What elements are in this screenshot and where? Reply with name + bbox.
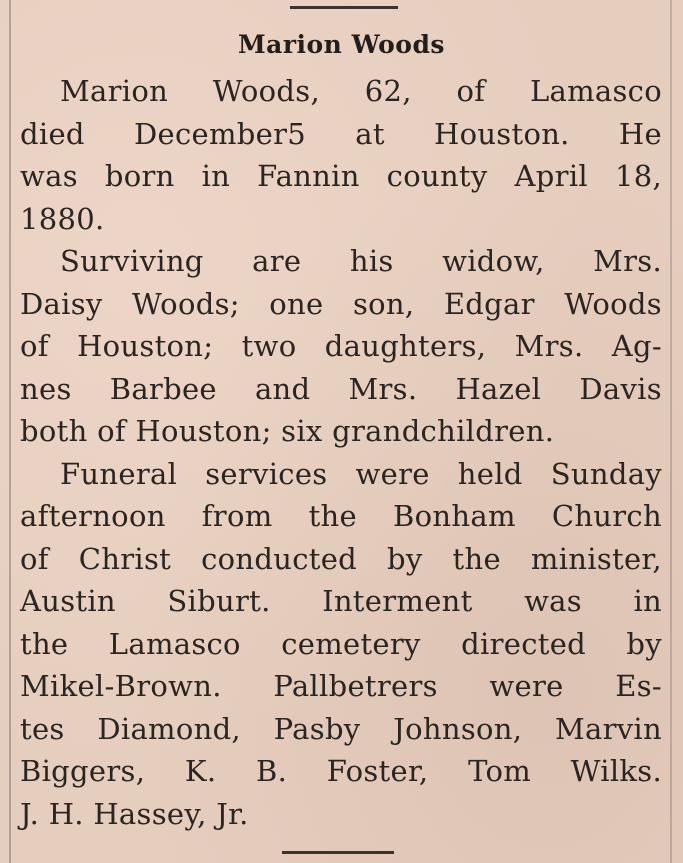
text-line [20, 410, 662, 453]
word: nes [20, 371, 72, 406]
word: two [241, 329, 297, 363]
word: Marion [60, 74, 169, 108]
word: held [457, 456, 523, 491]
word: Daisy [20, 286, 103, 321]
word: his [349, 244, 394, 278]
text-line-content: J. H. Hassey, Jr. [20, 796, 249, 831]
word: Barbee [109, 371, 217, 406]
word: were [355, 456, 430, 491]
text-line [20, 198, 662, 241]
word: Marvin [554, 711, 662, 746]
word: conducted [201, 541, 358, 576]
word: from [201, 499, 273, 533]
text-line-content: both of Houston; six grandchildren. [20, 414, 555, 448]
word: was [20, 159, 78, 193]
word: Pasby [273, 711, 361, 746]
word: Houston. [433, 116, 570, 151]
text-line [20, 113, 662, 156]
text-line [20, 325, 662, 368]
word: April [514, 159, 588, 193]
word: of [456, 74, 486, 108]
text-line [20, 623, 662, 666]
word: 62, [364, 74, 412, 108]
word: Funeral [60, 456, 178, 491]
word: Lamasco [108, 626, 241, 661]
text-line [20, 240, 662, 283]
word: the [452, 541, 501, 576]
word: are [252, 244, 302, 278]
word: afternoon [20, 499, 166, 533]
word: K. [184, 754, 217, 788]
text-line [20, 580, 662, 623]
word: Mrs. [348, 371, 418, 406]
word: Church [551, 499, 662, 533]
word: Ag- [611, 329, 662, 363]
word: county [386, 159, 488, 193]
text-line [20, 665, 662, 708]
word: Wilks. [570, 754, 662, 788]
word: Tom [468, 754, 532, 788]
word: 18, [614, 159, 662, 193]
word: Davis [579, 371, 662, 406]
word: of [20, 541, 49, 576]
word: tes [20, 711, 65, 746]
word: by [387, 541, 423, 576]
word: Mrs. [514, 329, 584, 363]
obituary-body [20, 70, 662, 835]
word: of [20, 329, 49, 363]
text-line [20, 283, 662, 326]
word: were [489, 669, 564, 703]
word: in [201, 159, 231, 193]
word: one [269, 286, 324, 321]
word: was [524, 584, 582, 618]
word: Siburt. [167, 584, 271, 618]
word: cemetery [281, 626, 421, 661]
word: by [626, 626, 662, 661]
word: Christ [78, 541, 172, 576]
word: in [633, 584, 662, 618]
word: Woods, [212, 74, 320, 108]
word: daughters, [324, 329, 487, 363]
word: Edgar [443, 286, 535, 321]
word: son, [352, 286, 415, 321]
text-line [20, 495, 662, 538]
word: Pallbetrers [273, 669, 438, 703]
word: Interment [322, 584, 473, 618]
word: Fannin [257, 159, 360, 193]
text-line [20, 538, 662, 581]
word: He [618, 116, 662, 151]
word: born [104, 159, 175, 193]
word: widow, [442, 244, 545, 278]
word: minister, [530, 541, 662, 576]
word: died [20, 116, 85, 151]
word: Johnson, [393, 711, 523, 746]
word: Woods [564, 286, 662, 321]
word: Surviving [60, 244, 204, 278]
word: B. [255, 754, 288, 788]
text-line-content: 1880. [20, 201, 105, 236]
word: Diamond, [97, 711, 241, 746]
clipping-right-edge [670, 0, 672, 863]
word: Houston; [77, 329, 214, 363]
word: Es- [615, 669, 662, 703]
word: Hazel [455, 371, 542, 406]
word: Mikel-Brown. [20, 669, 222, 703]
word: Foster, [326, 754, 429, 788]
word: Sunday [550, 456, 662, 491]
obituary-headline: Marion Woods [237, 30, 446, 59]
clipping-left-edge [9, 0, 11, 863]
text-line [20, 155, 662, 198]
word: at [355, 116, 385, 151]
word: directed [461, 626, 587, 661]
text-line [20, 368, 662, 411]
word: Bonham [393, 499, 516, 533]
text-line [20, 453, 662, 496]
word: Austin [20, 584, 116, 618]
word: Woods; [132, 286, 240, 321]
top-rule [290, 6, 398, 9]
word: the [308, 499, 357, 533]
text-line [20, 793, 662, 836]
word: and [254, 371, 311, 406]
bottom-rule [282, 851, 394, 854]
word: Lamasco [529, 74, 662, 108]
word: services [205, 456, 328, 491]
word: Mrs. [593, 244, 662, 278]
text-line [20, 750, 662, 793]
word: the [20, 626, 69, 661]
word: Biggers, [20, 754, 146, 788]
word: December5 [133, 116, 307, 151]
text-line [20, 708, 662, 751]
text-line [20, 70, 662, 113]
